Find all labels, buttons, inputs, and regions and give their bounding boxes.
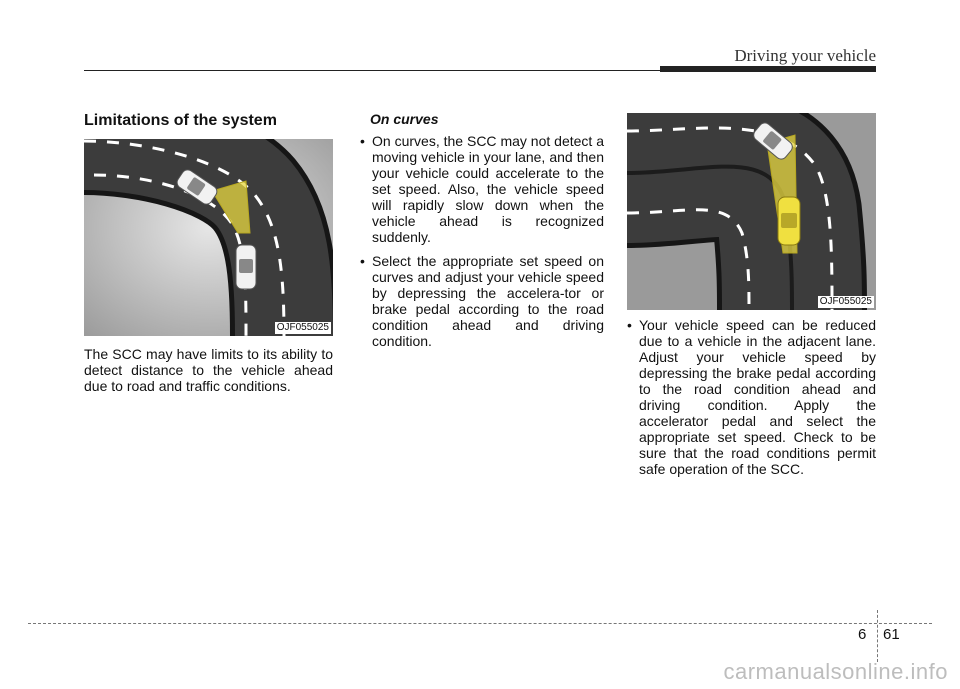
bullet-glyph: • xyxy=(627,317,632,333)
watermark: carmanualsonline.info xyxy=(723,659,948,684)
figure-adjacent-lane xyxy=(627,113,876,310)
bullet-text: On curves, the SCC may not detect a moving vehicle in your lane, and then your vehicle could accelerate to the set speed. Also, the vehicle speed will rapidly slow down when the vehicle ahead is recognized suddenly. xyxy=(372,133,604,245)
bullet-glyph: • xyxy=(360,253,365,269)
own-vehicle-yellow xyxy=(778,197,800,245)
bullet-text: Your vehicle speed can be reduced due to a vehicle in the adjacent lane. Adjust your vehicle speed by depressing the brake pedal according to the road condition ahead and driving condition. Apply the accelerator pedal and select the appropriate set speed. Check to be sure that the road conditions permit safe operation of the SCC. xyxy=(639,317,876,477)
body-paragraph: The SCC may have limits to its ability to detect distance to the vehicle ahead due to road and traffic conditions. xyxy=(84,346,333,394)
header-rule-accent xyxy=(660,66,876,72)
bullet-list-curves xyxy=(360,133,604,357)
subsection-heading: On curves xyxy=(370,111,439,127)
list-item xyxy=(360,133,604,245)
section-title: Driving your vehicle xyxy=(734,46,876,65)
footer-page-divider xyxy=(877,610,878,662)
section-heading: Limitations of the system xyxy=(84,112,277,129)
footer-divider xyxy=(28,623,932,624)
figure-curve-detection xyxy=(84,139,333,336)
bullet-text: Select the appropriate set speed on curves and adjust your vehicle speed by depressing the accelera-tor or brake pedal according to the road condition ahead and driving condition. xyxy=(372,253,604,349)
bullet-list-adjacent xyxy=(627,317,876,485)
list-item xyxy=(627,317,876,477)
figure-code: OJF055025 xyxy=(276,322,329,333)
chapter-number: 6 xyxy=(858,626,867,643)
page-number: 61 xyxy=(883,626,900,643)
own-vehicle xyxy=(236,245,256,289)
list-item xyxy=(360,253,604,349)
figure-code: OJF055025 xyxy=(819,296,872,307)
bullet-glyph: • xyxy=(360,133,365,149)
